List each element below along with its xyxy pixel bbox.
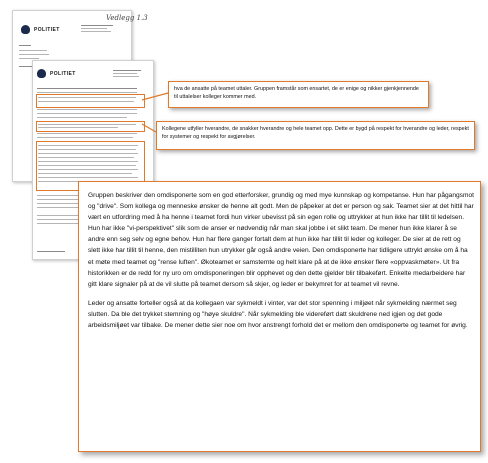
logo-text: POLITIET bbox=[50, 70, 76, 77]
excerpt-paragraph-2: Leder og ansatte forteller også at da kollegaen var sykmeldt i vinter, var det stor spenning i miljøet når sykmelding nærmet seg slutten. Da ble det trykket stemning og "høye skuldre". Når sykmelding ble videreført datt skuldrene ned igjen og det gode arbeidsmiljøet var tilbake. De mener dette sier noe om hvor anstrengt forhold det er mellom den omdisponerte og teamet for øvrig. bbox=[88, 299, 468, 330]
logo-text: POLITIET bbox=[34, 26, 60, 33]
callout-text-1: hva de ansatte på teamet uttaler. Gruppen framstår som ensartet, de er enige og nikker gjenkjennende til uttalelser kolleger kommer med. bbox=[174, 86, 419, 100]
enlarged-excerpt bbox=[78, 181, 481, 452]
callout-box-2 bbox=[156, 121, 475, 150]
handwritten-note: Vedlegg 1.3 bbox=[106, 14, 148, 22]
callout-text-2: Kollegene utfyller hverandre, de snakker hverandre og hele teamet opp. Dette er bygd på respekt for hverandre og leder, respekt for systemer og respekt for avgjørelser. bbox=[162, 126, 469, 140]
callout-box-1 bbox=[168, 81, 429, 108]
excerpt-paragraph-1: Gruppen beskriver den omdisponerte som en god etterforsker, grundig og med mye kunnskap og kompetanse. Hun har pågangsmot og "drive". Som kollega og menneske ønsker de henne alt godt. Men de påpeker at det er person og sak. Teamet sier at det hittil har vært en utfordring med å ha henne i teamet fordi hun virker ubevisst på sin egen rolle og uttrykker at hun ikke har tillit til ledelsen. Hun har ikke "vi-perspektivet" slik som de anser er nødvendig når man skal jobbe i et slikt team. De mener hun ikke klarer å se andre enn seg selv og egne behov. Hun har flere ganger fortalt dem at hun ikke har tillit til leder og kolleger. De sier at de rett og slett ikke har tillit til henne, den mistilliten hun utrykker går også andre veien. Den omdisponerte har tidligere uttrykt ønske om å ha et møte med teamet og "rense luften". Økoteamet er samstemte og helt klare på at de ikke ønsker flere «oppvaskmøter». Ut fra historikken er de redd for ny uro om omdisponeringen blir opphevet og den dette gjelder blir tilbakeført. Enkelte medarbeidere har gitt klare signaler på at de vil slutte på teamet dersom så skjer, og leder er bekymret for at teamet vil revne. bbox=[88, 192, 474, 288]
